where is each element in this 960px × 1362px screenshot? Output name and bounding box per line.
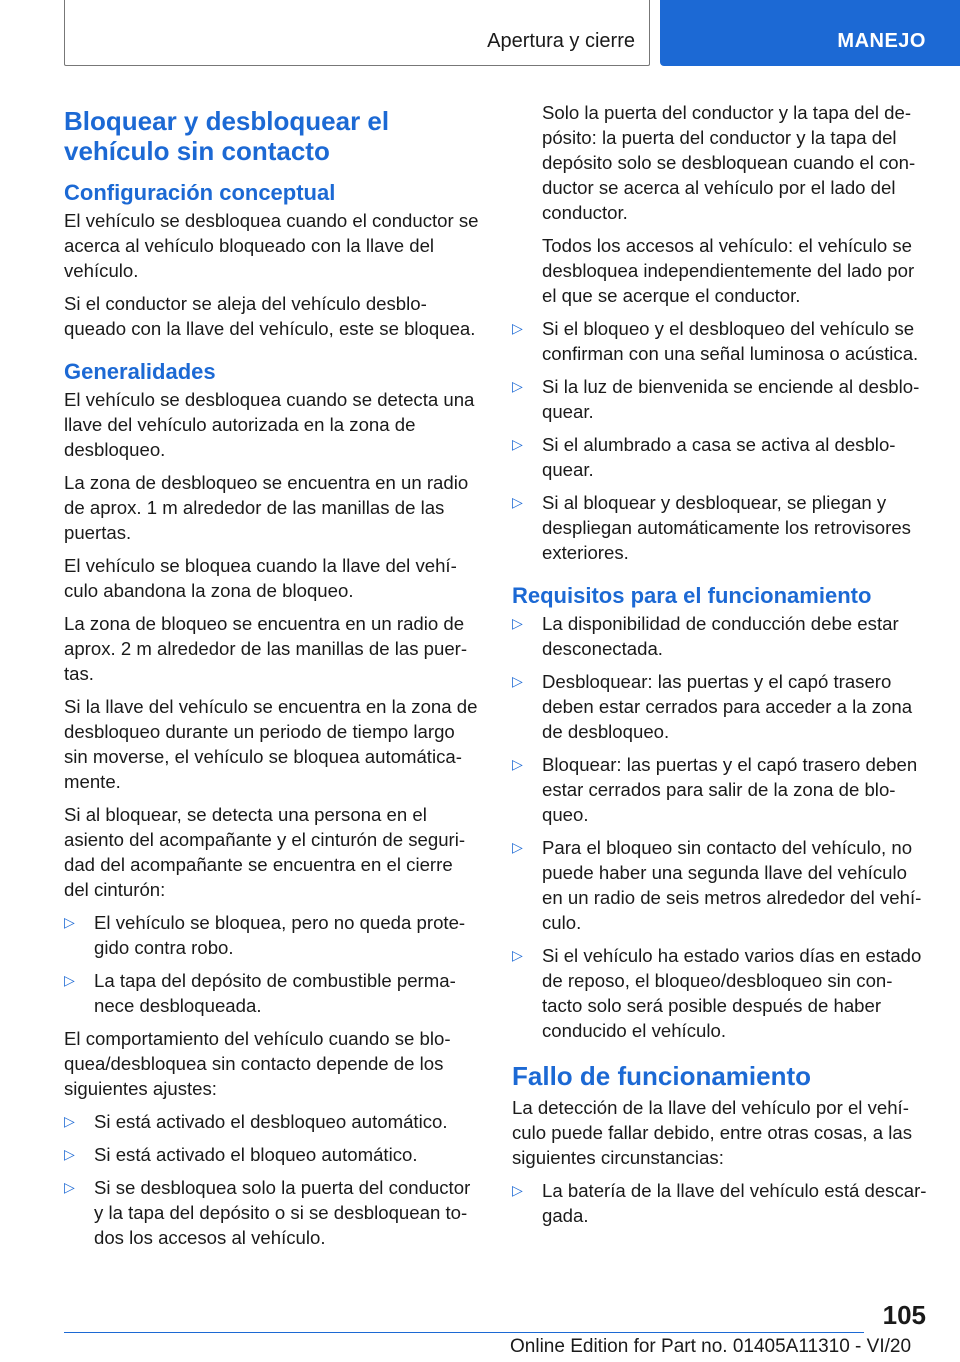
triangle-right-icon: ▷: [64, 972, 75, 988]
list-item: ▷ Si el bloqueo y el desbloqueo del vehículo se confirman con una señal luminosa o acústica.: [512, 318, 919, 364]
sub-paragraph-2: Todos los accesos al vehículo: el vehículo se desbloquea independientemente del lado por el que se acerque el conductor.: [542, 235, 915, 306]
bullet-list: [512, 611, 928, 1043]
concept-heading: Configuración conceptual: [64, 180, 336, 205]
left-column: [64, 100, 480, 1258]
general-paragraph-6: Si al bloquear, se detecta una persona en el asiento del acompañante y el cinturón de seguri‐ dad del acompañante se encuentra en el cierre del cinturón:: [64, 804, 466, 900]
chapter-title: MANEJO: [837, 30, 926, 52]
bullet-list: [512, 1178, 928, 1228]
general-heading: Generalidades: [64, 359, 216, 384]
triangle-right-icon: ▷: [512, 436, 523, 452]
bullet-list: [64, 910, 480, 1018]
list-item: ▷ Si está activado el desbloqueo automático.: [64, 1111, 448, 1132]
general-paragraph-4: La zona de bloqueo se encuentra en un radio de aprox. 2 m alrededor de las manillas de las puer‐ tas.: [64, 613, 468, 684]
list-item: ▷ La disponibilidad de conducción debe estar desconectada.: [512, 613, 899, 659]
triangle-right-icon: ▷: [512, 320, 523, 336]
triangle-right-icon: ▷: [64, 1146, 75, 1162]
list-item: ▷ Si está activado el bloqueo automático.: [64, 1144, 418, 1165]
list-item: ▷ La tapa del depósito de combustible perma‐ nece desbloqueada.: [64, 970, 456, 1016]
bullet-list: [64, 1109, 480, 1250]
right-column: [512, 100, 928, 1236]
list-item: ▷ El vehículo se bloquea, pero no queda prote‐ gido contra robo.: [64, 912, 466, 958]
general-paragraph-1: El vehículo se desbloquea cuando se detecta una llave del vehículo autorizada en la zona de desbloqueo.: [64, 389, 475, 460]
page-title: Bloquear y desbloquear el vehículo sin contacto: [64, 106, 390, 166]
general-paragraph-2: La zona de desbloqueo se encuentra en un radio de aprox. 1 m alrededor de las manillas de las puertas.: [64, 472, 469, 543]
triangle-right-icon: ▷: [64, 914, 75, 930]
list-item: ▷ Para el bloqueo sin contacto del vehículo, no puede haber una segunda llave del vehículo en un radio de seis metros alrededor del vehí‐ culo.: [512, 837, 922, 933]
general-paragraph-5: Si la llave del vehículo se encuentra en la zona de desbloqueo durante un periodo de tiempo largo sin moverse, el vehículo se bloquea automática‐ mente.: [64, 696, 478, 792]
general-paragraph-7: El comportamiento del vehículo cuando se blo‐ quea/desbloquea sin contacto depende de los siguientes ajustes:: [64, 1028, 451, 1099]
list-item: ▷ Si se desbloquea solo la puerta del conductor y la tapa del depósito o si se desbloquean to‐ dos los accesos al vehículo.: [64, 1177, 471, 1248]
footer-divider: [64, 1332, 864, 1333]
section-tab: [64, 0, 650, 66]
chapter-tab: [660, 0, 960, 66]
triangle-right-icon: ▷: [512, 615, 523, 631]
fault-paragraph: La detección de la llave del vehículo por el vehí‐ culo puede fallar debido, entre otras cosas, a las siguientes circunstancias:: [512, 1097, 913, 1168]
concept-paragraph-1: El vehículo se desbloquea cuando el conductor se acerca al vehículo bloqueado con la llave del vehículo.: [64, 210, 479, 281]
triangle-right-icon: ▷: [64, 1179, 75, 1195]
page-number: 105: [882, 1300, 926, 1330]
triangle-right-icon: ▷: [512, 378, 523, 394]
concept-paragraph-2: Si el conductor se aleja del vehículo desblo‐ queado con la llave del vehículo, este se bloquea.: [64, 293, 476, 339]
list-item: ▷ Si el alumbrado a casa se activa al desblo‐ quear.: [512, 434, 896, 480]
bullet-list: [512, 316, 928, 565]
list-item: ▷ Si la luz de bienvenida se enciende al desblo‐ quear.: [512, 376, 920, 422]
list-item: ▷ Desbloquear: las puertas y el capó trasero deben estar cerrados para acceder a la zona de desbloqueo.: [512, 671, 913, 742]
requirements-heading: Requisitos para el funcionamiento: [512, 583, 872, 608]
triangle-right-icon: ▷: [512, 673, 523, 689]
triangle-right-icon: ▷: [512, 756, 523, 772]
list-item: ▷ Bloquear: las puertas y el capó trasero deben estar cerrados para salir de la zona de blo‐ queo.: [512, 754, 918, 825]
triangle-right-icon: ▷: [512, 494, 523, 510]
edition-note: Online Edition for Part no. 01405A11310 - VI/20: [510, 1336, 912, 1357]
triangle-right-icon: ▷: [512, 839, 523, 855]
list-item: ▷ Si al bloquear y desbloquear, se pliegan y despliegan automáticamente los retrovisores exteriores.: [512, 492, 911, 563]
general-paragraph-3: El vehículo se bloquea cuando la llave del vehí‐ culo abandona la zona de bloqueo.: [64, 555, 457, 601]
page-header: [0, 0, 960, 66]
triangle-right-icon: ▷: [64, 1113, 75, 1129]
list-item: ▷ La batería de la llave del vehículo está descar‐ gada.: [512, 1180, 927, 1226]
sub-paragraph-1: Solo la puerta del conductor y la tapa del de‐ pósito: la puerta del conductor y la tapa del depósito solo se desbloquean cuando el con‐ ductor se acerca al vehículo por el lado del conductor.: [542, 102, 916, 223]
list-item: ▷ Si el vehículo ha estado varios días en estado de reposo, el bloqueo/desbloqueo sin con‐ tacto solo será posible después de haber conducido el vehículo.: [512, 945, 922, 1041]
triangle-right-icon: ▷: [512, 947, 523, 963]
fault-heading: Fallo de funcionamiento: [512, 1061, 812, 1091]
triangle-right-icon: ▷: [512, 1182, 523, 1198]
section-title: Apertura y cierre: [487, 30, 635, 52]
